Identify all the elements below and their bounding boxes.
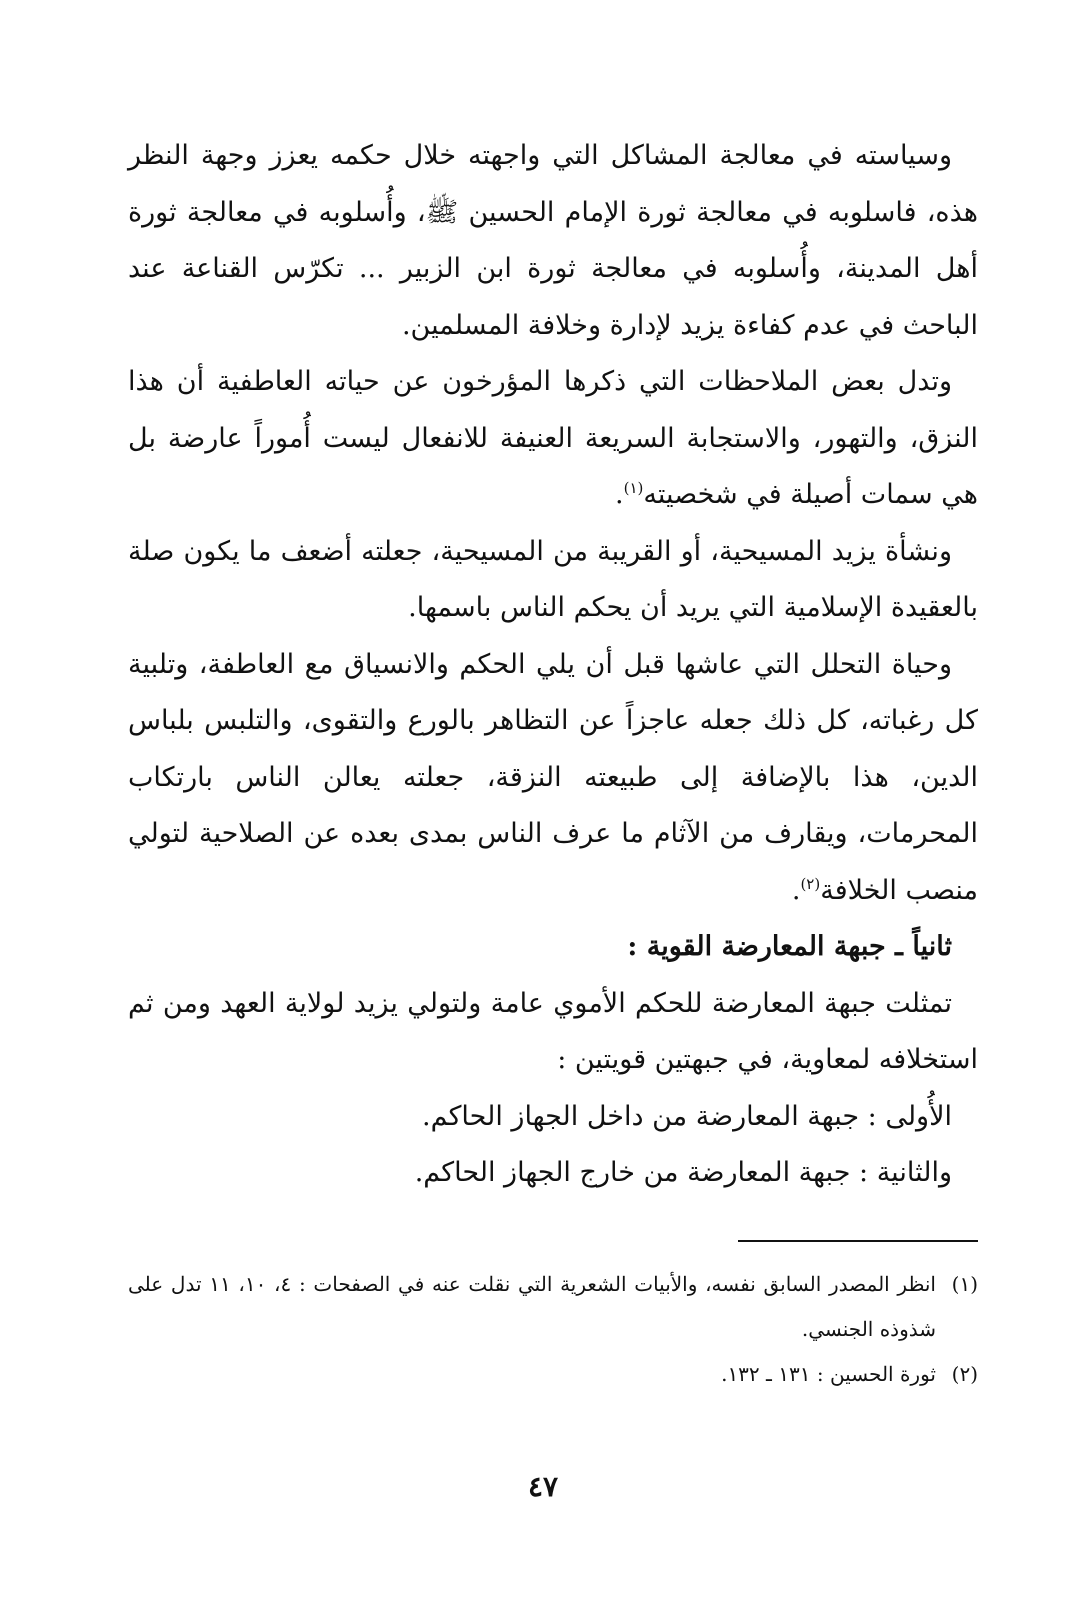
footnote-text: ثورة الحسين : ١٣١ ـ ١٣٢.: [721, 1362, 936, 1386]
paragraph: وحياة التحلل التي عاشها قبل أن يلي الحكم والانسياق مع العاطفة، وتلبية كل رغباته، كل ذلك جعله عاجزاً عن التظاهر بالورع والتقوى، والتلبس بلباس الدين، هذا بالإضافة إلى طبيعته النزقة، جعلته يعالن الناس بارتكاب المحرمات، ويقارف من الآثام ما عرف الناس بمدى بعده عن الصلاحية لتولي منصب الخلافة$^{(٢)}$.: [128, 648, 979, 906]
footnote: [128, 1262, 978, 1352]
paragraph: تمثلت جبهة المعارضة للحكم الأموي عامة ولتولي يزيد لولاية العهد ومن ثم استخلافه لمعاوية، في جبهتين قويتين :: [128, 987, 978, 1075]
footnote-ref-2: (٢): [800, 874, 821, 893]
page-number: ٤٧: [527, 1470, 559, 1503]
footnote-number: (٢): [951, 1362, 978, 1386]
footnote-divider: [738, 1240, 978, 1242]
list-item: الأُولى : جبهة المعارضة من داخل الجهاز الحاكم.: [422, 1100, 952, 1132]
footnote-ref-1: (١): [623, 479, 644, 497]
paragraph: وسياسته في معالجة المشاكل التي واجهته خلال حكمه يعزز وجهة النظر هذه، فاسلوبه في معالجة ثورة الإمام الحسين ﷺ، وأُسلوبه في معالجة ثورة أهل المدينة، وأُسلوبه في معالجة ثورة ابن الزبير ... تكرّس القناعة عند الباحث في عدم كفاءة يزيد لإدارة وخلافة المسلمين.: [128, 140, 978, 341]
paragraph: وتدل بعض الملاحظات التي ذكرها المؤرخون عن حياته العاطفية أن هذا النزق، والتهور، والاستجابة السريعة العنيفة للانفعال ليست أُموراً عارضة بل هي سمات أصيلة في شخصيته$^{(١)}$.: [128, 366, 979, 510]
main-text: [128, 128, 978, 1202]
paragraph: ونشأة يزيد المسيحية، أو القريبة من المسيحية، جعلته أضعف ما يكون صلة بالعقيدة الإسلامية التي يريد أن يحكم الناس باسمها.: [128, 535, 978, 623]
footnotes: [128, 1262, 978, 1397]
footnote: [128, 1352, 978, 1397]
footnote-text: انظر المصدر السابق نفسه، والأبيات الشعرية التي نقلت عنه في الصفحات : ٤، ١٠، ١١ تدل على شذوذه الجنسي.: [128, 1272, 936, 1341]
footnote-number: (١): [951, 1272, 978, 1296]
section-heading: ثانياً ـ جبهة المعارضة القوية :: [627, 931, 952, 962]
list-item: والثانية : جبهة المعارضة من خارج الجهاز الحاكم.: [414, 1157, 952, 1188]
